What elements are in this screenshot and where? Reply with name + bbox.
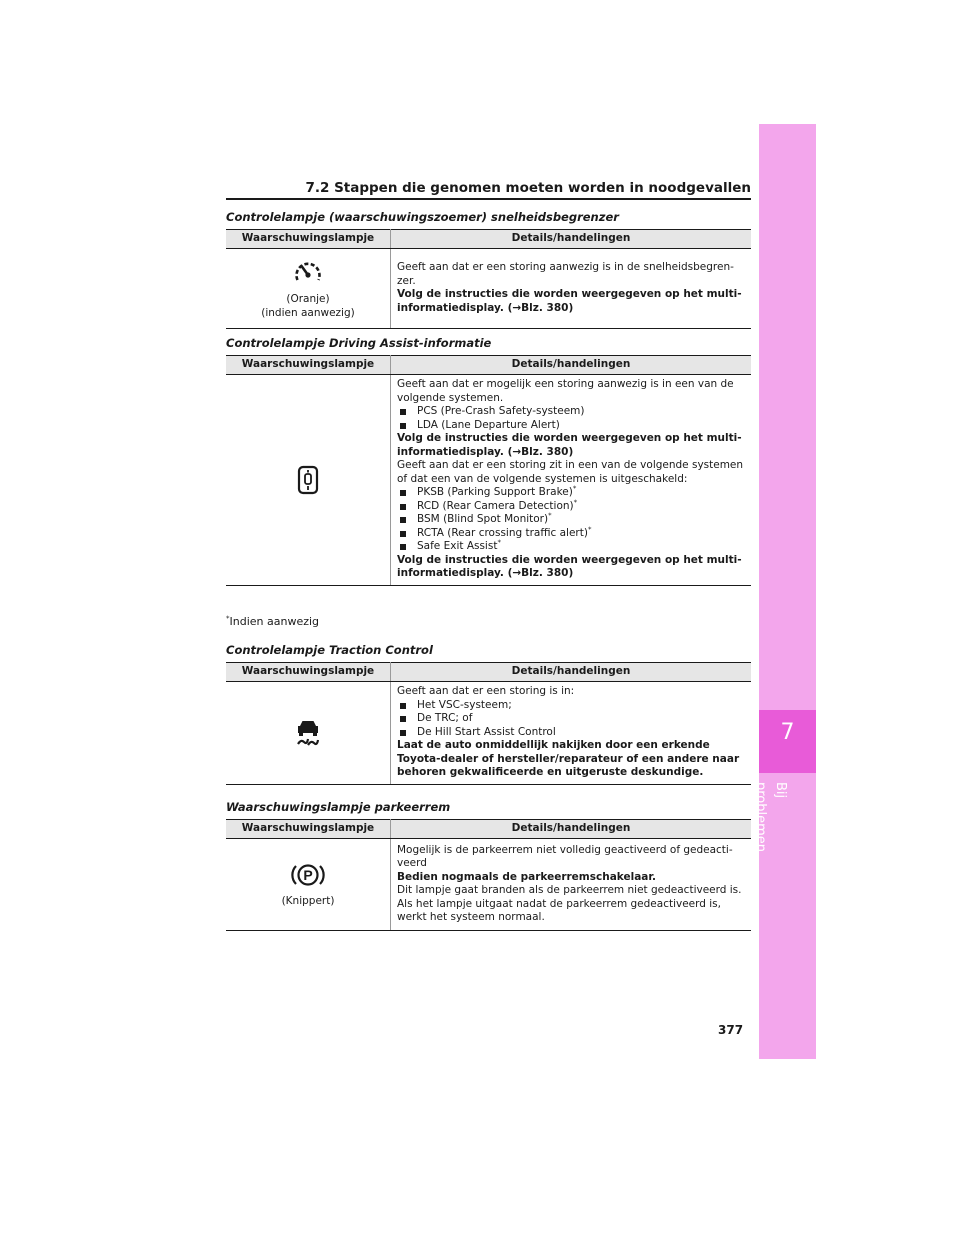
speed-limiter-icon xyxy=(293,257,323,287)
column-header-lamp: Waarschuwingslampje xyxy=(226,230,391,249)
list-item-text: RCTA (Rear crossing traffic alert) xyxy=(417,526,588,539)
footnote-mark: * xyxy=(548,511,552,520)
detail-instruction: Volg de instructies die worden weergegeven op het multi-informatiedisplay. (→Blz. 380) xyxy=(397,553,742,579)
chapter-side-tab xyxy=(753,124,816,1059)
footnote-mark: * xyxy=(572,484,577,493)
detail-text: Geeft aan dat er een storing is in: xyxy=(397,685,575,697)
footnote-mark: * xyxy=(573,498,578,506)
section-title-speed-limiter: Controlelampje (waarschuwingszoemer) snelheidsbegrenzer xyxy=(226,210,619,224)
list-item xyxy=(397,513,745,527)
table-row xyxy=(226,839,751,931)
detail-text: Dit lampje gaat branden als de parkeerrem niet gedeactiveerd is. Als het lampje uitgaat nadat de parkeerrem gedeactiveerd is, werkt het systeem normaal. xyxy=(397,884,742,923)
column-header-details: Details/handelingen xyxy=(391,663,752,682)
details-cell xyxy=(391,249,752,329)
header-rule xyxy=(226,198,751,200)
svg-text:P: P xyxy=(303,866,313,883)
detail-text: Geeft aan dat er een storing zit in een van de volgende systemen of dat een van de volgende systemen is uitgeschakeld: xyxy=(397,459,744,485)
details-cell xyxy=(391,682,752,785)
list-item xyxy=(397,500,745,514)
detail-instruction: Volg de instructies die worden weergegeven op het multi-informatiedisplay. (→Blz. 380) xyxy=(397,288,742,314)
column-header-lamp: Waarschuwingslampje xyxy=(226,820,391,839)
section-title-parking-brake: Waarschuwingslampje parkeerrem xyxy=(226,800,451,814)
page-number: 377 xyxy=(718,1023,744,1037)
lamp-color-note: (Oranje) xyxy=(286,293,330,305)
list-item-text: RCD (Rear Camera Detection) xyxy=(417,499,574,512)
column-header-lamp: Waarschuwingslampje xyxy=(226,356,391,375)
detail-instruction: Bedien nogmaals de parkeerremschakelaar. xyxy=(397,870,657,883)
lamp-state-note: (Knippert) xyxy=(281,894,335,907)
driving-assist-table xyxy=(226,355,751,586)
list-item xyxy=(397,540,745,554)
footnote xyxy=(226,615,319,628)
detail-instruction: Volg de instructies die worden weergegeven op het multi-informatiedisplay. (→Blz. 380) xyxy=(397,432,742,458)
detail-text: Geeft aan dat er een storing aanwezig is in de snelheidsbegren-zer. xyxy=(397,261,734,287)
list-item: LDA (Lane Departure Alert) xyxy=(397,419,745,433)
list-item: De TRC; of xyxy=(397,712,745,726)
traction-control-table xyxy=(226,662,751,785)
section-title-traction-control: Controlelampje Traction Control xyxy=(226,643,433,657)
driving-assist-icon xyxy=(297,465,319,495)
detail-text: Geeft aan dat er mogelijk een storing aanwezig is in een van de volgende systemen. xyxy=(397,378,734,404)
detail-instruction: Laat de auto onmiddellijk nakijken door een erkende Toyota-dealer of hersteller/reparateur of een andere naar behoren gekwalificeerde en uitgeruste deskundige. xyxy=(397,739,740,778)
chapter-number: 7 xyxy=(780,720,795,745)
column-header-details: Details/handelingen xyxy=(391,356,752,375)
lamp-availability-note: (indien aanwezig) xyxy=(261,306,355,319)
lamp-cell xyxy=(226,375,391,586)
column-header-details: Details/handelingen xyxy=(391,820,752,839)
lamp-cell xyxy=(226,839,391,931)
footnote-mark: * xyxy=(226,614,230,623)
detail-text: Mogelijk is de parkeerrem niet volledig geactiveerd of gedeacti-veerd xyxy=(397,843,733,869)
lamp-cell xyxy=(226,249,391,329)
lamp-cell xyxy=(226,682,391,785)
list-item: PCS (Pre-Crash Safety-systeem) xyxy=(397,405,745,419)
list-item-text: BSM (Blind Spot Monitor) xyxy=(417,513,549,525)
list-item xyxy=(397,486,745,500)
column-header-details: Details/handelingen xyxy=(391,230,752,249)
speed-limiter-table xyxy=(226,229,751,329)
parking-brake-table xyxy=(226,819,751,931)
column-header-lamp: Waarschuwingslampje xyxy=(226,663,391,682)
list-item-text: PKSB (Parking Support Brake) xyxy=(417,486,573,498)
traction-control-icon xyxy=(294,718,322,748)
table-row xyxy=(226,375,751,586)
details-cell xyxy=(391,375,752,586)
table-row xyxy=(226,249,751,329)
details-cell xyxy=(391,839,752,931)
footnote-mark: * xyxy=(587,525,592,533)
footnote-mark: * xyxy=(497,538,501,547)
table-row xyxy=(226,682,751,785)
list-item xyxy=(397,527,745,541)
list-item-text: Safe Exit Assist xyxy=(417,540,498,552)
list-item: Het VSC-systeem; xyxy=(397,699,745,713)
parking-brake-icon xyxy=(291,861,325,889)
list-item: De Hill Start Assist Control xyxy=(397,726,745,740)
section-title-driving-assist: Controlelampje Driving Assist-informatie xyxy=(226,336,492,350)
footnote-text: Indien aanwezig xyxy=(229,615,320,628)
chapter-title: Bij problemen xyxy=(753,782,788,853)
page-header-title: 7.2 Stappen die genomen moeten worden in noodgevallen xyxy=(305,180,751,196)
